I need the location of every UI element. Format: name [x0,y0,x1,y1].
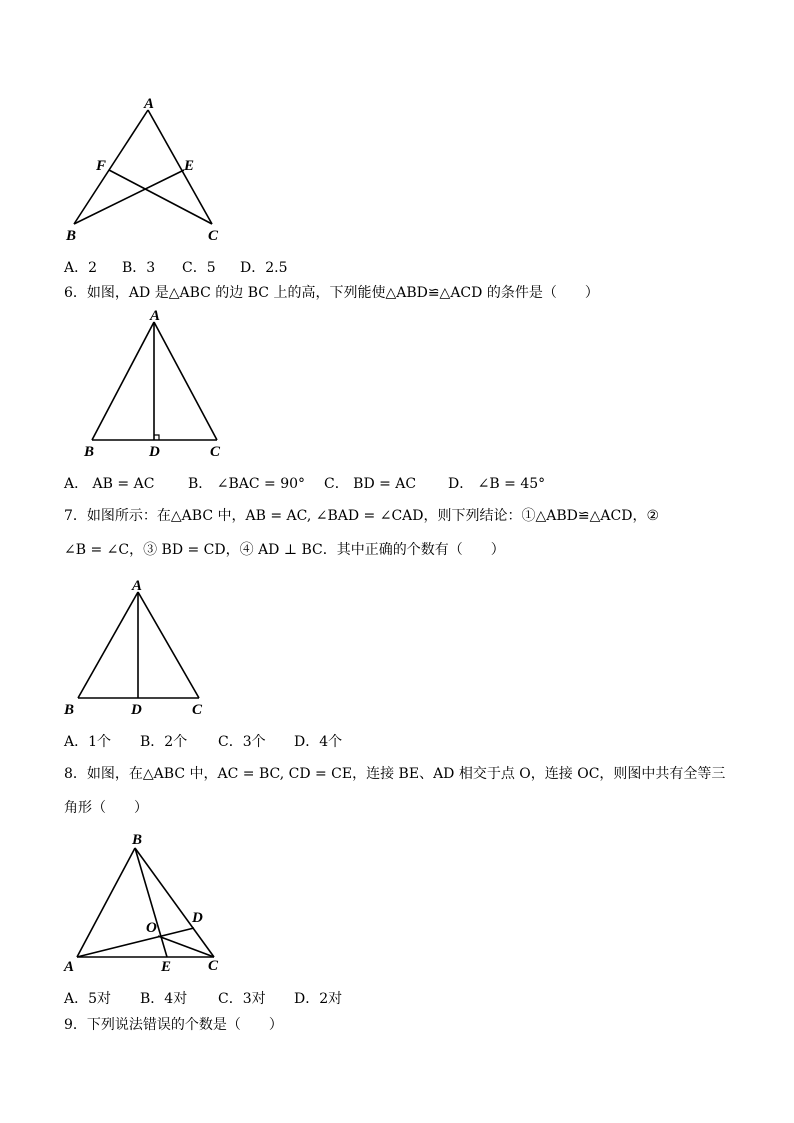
vertex-label-e: E [161,959,172,975]
vertex-label-f: F [96,158,107,174]
q8-option-b[interactable]: B．4对 [140,991,188,1007]
vertex-label-c: C [208,958,219,974]
figure-q8 [60,828,235,978]
figure-q7 [60,574,220,724]
q6-option-d[interactable]: D． ∠B = 45° [448,476,546,492]
q9-text: 9．下列说法错误的个数是（ ） [64,1017,283,1033]
q6-option-b[interactable]: B． ∠BAC = 90° [188,476,306,492]
vertex-label-d: D [192,910,203,926]
q5-option-b[interactable]: B．3 [122,260,156,276]
q8-option-a[interactable]: A．5对 [64,991,112,1007]
vertex-label-a: A [132,578,143,594]
q7-option-b[interactable]: B．2个 [140,734,188,750]
vertex-label-a: A [144,96,155,112]
vertex-label-c: C [192,702,203,718]
q8-option-d[interactable]: D．2对 [294,991,343,1007]
q7-options [64,733,342,751]
vertex-label-b: B [64,702,75,718]
q8-text-line1: 8．如图，在△ABC 中，AC = BC, CD = CE，连接 BE、AD 相交于点 O，连接 OC，则图中共有全等三 [64,766,726,782]
q6-option-a[interactable]: A． AB = AC [64,476,155,492]
q7-text-line1: 7．如图所示：在△ABC 中，AB = AC, ∠BAD = ∠CAD，则下列结论：①△ABD≌△ACD，② [64,508,659,524]
vertex-label-e: E [184,158,195,174]
vertex-label-c: C [210,444,221,460]
q8-options [64,990,342,1008]
q5-option-d[interactable]: D．2.5 [240,260,288,276]
vertex-label-a: A [64,959,75,975]
q7-option-c[interactable]: C．3个 [218,734,266,750]
figure-q6 [80,304,240,464]
q5-option-a[interactable]: A．2 [64,260,98,276]
q7-option-d[interactable]: D．4个 [294,734,343,750]
vertex-label-b: B [132,832,143,848]
vertex-label-b: B [84,444,95,460]
q5-option-c[interactable]: C．5 [182,260,216,276]
q6-text: 6．如图，AD 是△ABC 的边 BC 上的高，下列能使△ABD≌△ACD 的条件是（ ） [64,285,599,301]
vertex-label-o: O [146,920,157,936]
q8-option-c[interactable]: C．3对 [218,991,266,1007]
q6-option-c[interactable]: C． BD = AC [324,476,417,492]
q5-options [64,259,288,277]
vertex-label-a: A [150,308,161,324]
vertex-label-d: D [149,444,160,460]
figure-q5 [60,90,230,250]
q6-options [64,475,545,493]
q7-text-line2: ∠B = ∠C，③ BD = CD，④ AD ⊥ BC．其中正确的个数有（ ） [64,542,505,558]
vertex-label-b: B [66,228,77,244]
q8-text-line2: 角形（ ） [64,800,148,816]
vertex-label-c: C [208,228,219,244]
q7-option-a[interactable]: A．1个 [64,734,112,750]
vertex-label-d: D [131,702,142,718]
